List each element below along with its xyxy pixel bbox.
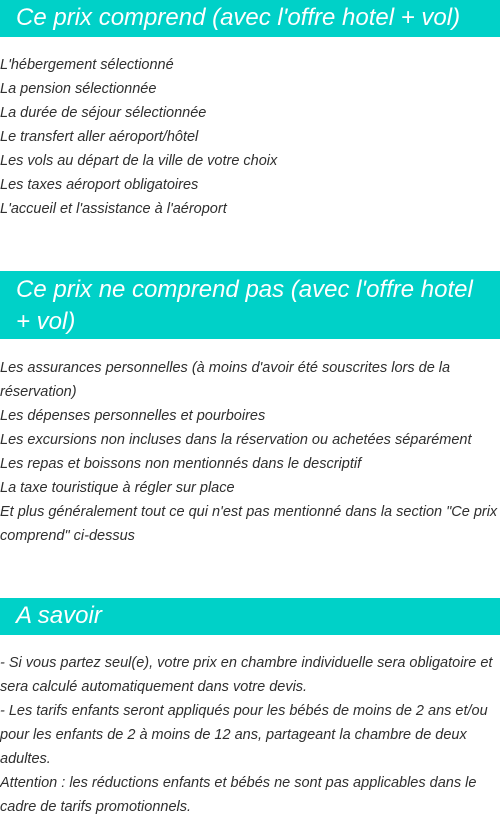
- list-item: Attention : les réductions enfants et bébés ne sont pas applicables dans le cadre de tarifs promotionnels.: [0, 775, 477, 815]
- list-item: Les repas et boissons non mentionnés dans le descriptif: [0, 456, 362, 472]
- list-item: Les excursions non incluses dans la réservation ou achetées séparément: [0, 432, 472, 448]
- list-item: Les assurances personnelles (à moins d'avoir été souscrites lors de la réservation): [0, 360, 451, 400]
- list-item: La durée de séjour sélectionnée: [0, 105, 207, 121]
- list-item: Et plus généralement tout ce qui n'est pas mentionné dans la section "Ce prix comprend" ci-dessus: [0, 504, 498, 544]
- list-item: Le transfert aller aéroport/hôtel: [0, 129, 199, 145]
- list-item: Les vols au départ de la ville de votre choix: [0, 153, 278, 169]
- excluded-section-title: Ce prix ne comprend pas (avec l'offre hotel + vol): [0, 271, 500, 339]
- list-item: - Si vous partez seul(e), votre prix en chambre individuelle sera obligatoire et sera calculé automatiquement dans votre devis.: [0, 655, 493, 695]
- included-section-title: Ce prix comprend (avec l'offre hotel + vol): [0, 0, 500, 37]
- info-section-title: A savoir: [0, 598, 500, 635]
- list-item: La taxe touristique à régler sur place: [0, 480, 235, 496]
- list-item: La pension sélectionnée: [0, 81, 157, 97]
- info-list: [0, 651, 500, 819]
- included-list: [0, 53, 500, 221]
- excluded-list: [0, 356, 500, 548]
- list-item: Les dépenses personnelles et pourboires: [0, 408, 266, 424]
- list-item: Les taxes aéroport obligatoires: [0, 177, 199, 193]
- list-item: L'accueil et l'assistance à l'aéroport: [0, 201, 227, 217]
- list-item: - Les tarifs enfants seront appliqués pour les bébés de moins de 2 ans et/ou pour les enfants de 2 à moins de 12 ans, partageant la chambre de deux adultes.: [0, 703, 488, 767]
- list-item: L'hébergement sélectionné: [0, 57, 174, 73]
